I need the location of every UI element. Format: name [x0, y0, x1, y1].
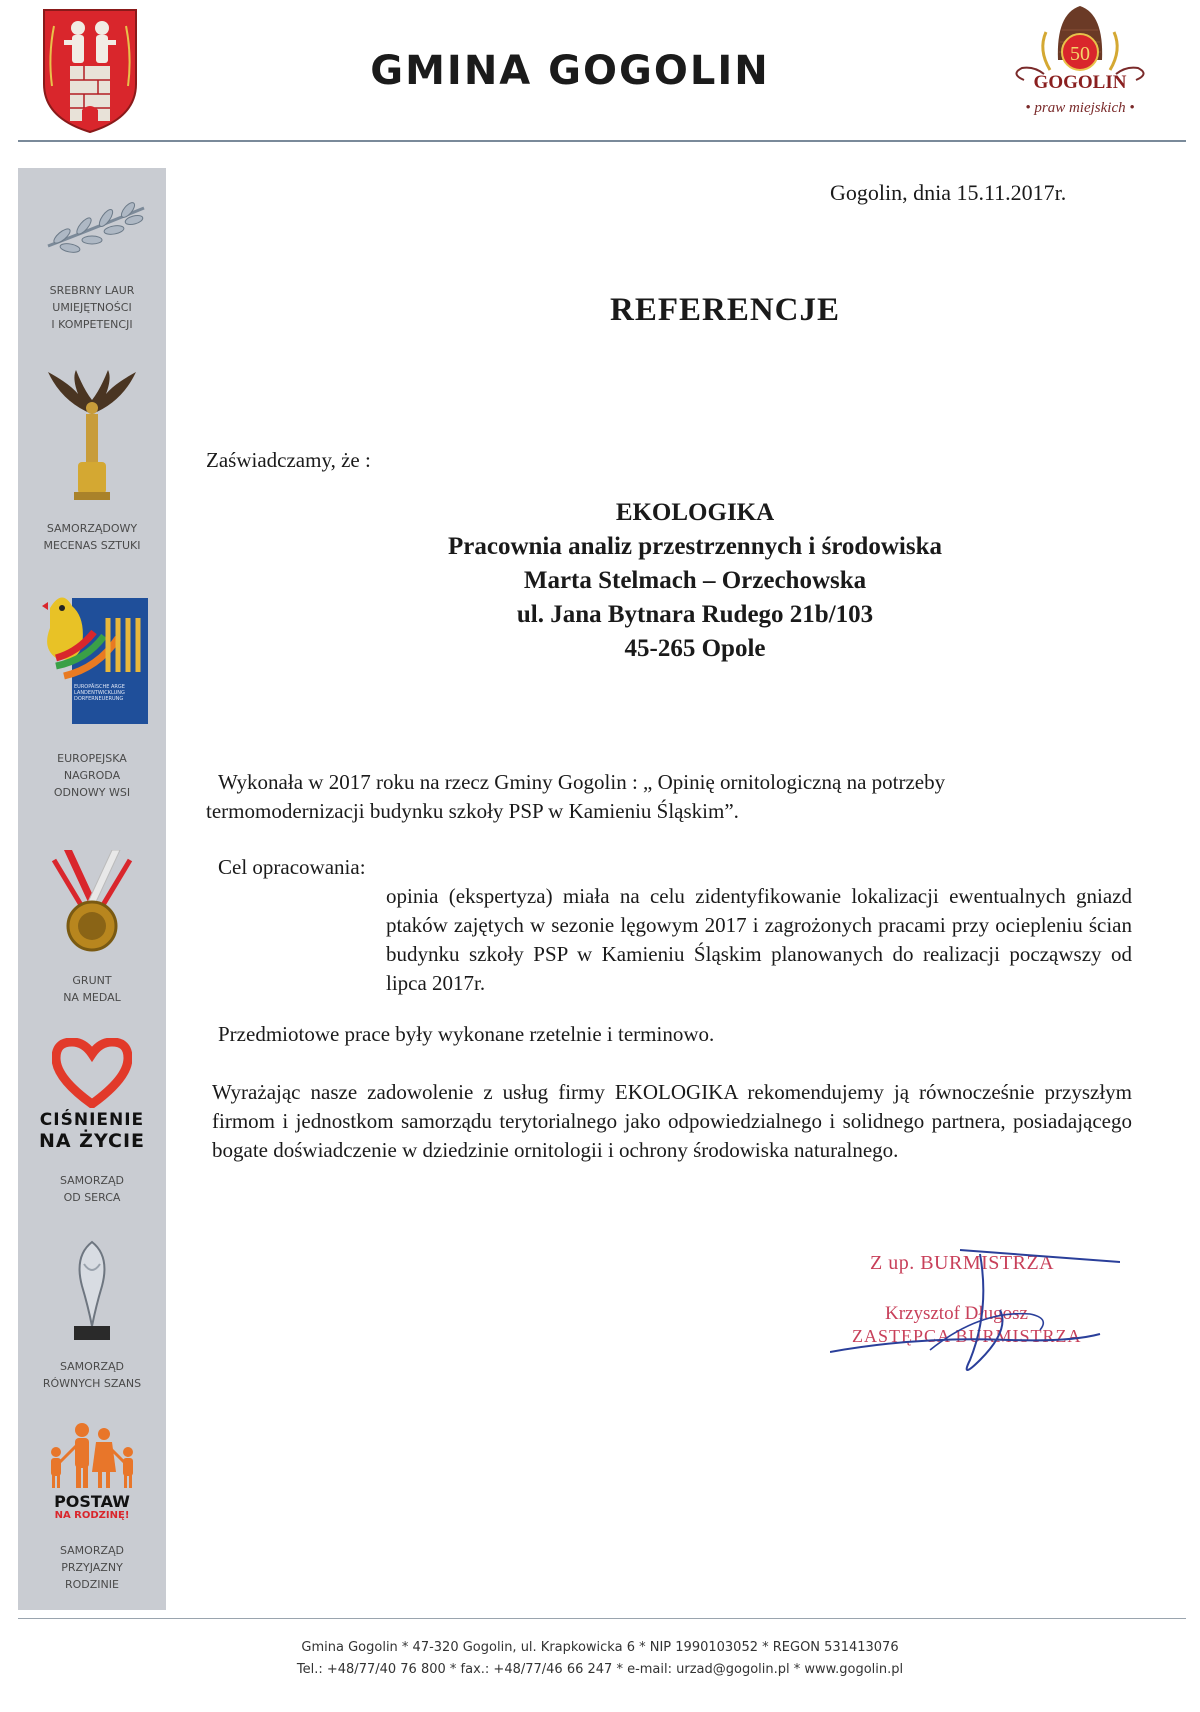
award-label: SAMORZĄD PRZYJAZNY RODZINIE — [59, 1544, 125, 1591]
paragraph-work-done — [206, 768, 1132, 826]
paragraph-text: Wyrażając nasze zadowolenie z usług firmy EKOLOGIKA rekomendujemy ją równocześnie przyszłym firmom i jednostkom samorządu terytorialnego jako odpowiedzialnego i solidnego partnera, posiadającego bogate doświadczenie w dziedzinie ornitologii i ochrony środowiska naturalnego. — [212, 1080, 1132, 1162]
family-emblem — [32, 1422, 152, 1532]
purpose-heading: Cel opracowania: — [218, 855, 366, 879]
header-divider — [18, 140, 1186, 142]
emblem-text: NA RODZINĘ! — [54, 1510, 130, 1521]
signature-stamp-role: ZASTĘPCA BURMISTRZA — [852, 1326, 1082, 1346]
award-label: SAMORZĄDOWY MECENAS SZTUKI — [43, 522, 141, 552]
family-icon — [42, 1422, 142, 1492]
award-label: SAMORZĄD OD SERCA — [59, 1174, 125, 1204]
paragraph-line: termomodernizacji budynku szkoły PSP w Kamieniu Śląskim”. — [206, 799, 739, 823]
paragraph-line: Wykonała w 2017 roku na rzecz Gminy Gogolin : „ Opinię ornitologiczną na potrzeby — [218, 770, 946, 794]
certify-line: Zaświadczamy, że : — [206, 448, 371, 472]
footer-address: Gmina Gogolin * 47-320 Gogolin, ul. Krapkowicka 6 * NIP 1990103052 * REGON 531413076 — [301, 1640, 899, 1655]
award-label: EUROPEJSKA NAGRODA ODNOWY WSI — [53, 752, 131, 799]
recipient-person: Marta Stelmach – Orzechowska — [523, 567, 867, 594]
svg-text:GOGOLIN: GOGOLIN — [1033, 72, 1127, 93]
footer-contact: Tel.: +48/77/40 76 800 * fax.: +48/77/46 66 247 * e-mail: urzad@gogolin.pl * www.gogolin.pl — [296, 1662, 904, 1677]
heart-emblem — [36, 1038, 148, 1158]
medal-icon — [44, 850, 140, 960]
recipient-description: Pracownia analiz przestrzennych i środowiska — [448, 533, 942, 560]
signature-stamp-name: Krzysztof Długosz — [885, 1303, 1028, 1324]
paragraph-recommendation — [206, 1078, 1132, 1165]
award-label: GRUNT NA MEDAL — [63, 974, 121, 1004]
recipient-company: EKOLOGIKA — [615, 499, 775, 526]
footer-divider — [18, 1618, 1186, 1619]
jubilee-logo-icon — [1000, 0, 1160, 130]
emblem-text: EUROPÄISCHE ARGE LANDENTWICKLUNG DORFERNEUERUNG — [74, 684, 125, 702]
paragraph-quality: Przedmiotowe prace były wykonane rzetelnie i terminowo. — [218, 1022, 715, 1046]
laurel-branch-icon — [40, 198, 150, 258]
svg-text:• praw miejskich •: • praw miejskich • — [1025, 100, 1135, 116]
recipient-block — [350, 496, 1040, 666]
emblem-text: CIŚNIENIE — [39, 1110, 145, 1130]
rooster-emblem-icon — [42, 588, 152, 728]
paragraph-purpose — [206, 882, 1132, 998]
recipient-street: ul. Jana Bytnara Rudego 21b/103 — [516, 601, 874, 628]
award-label: SREBRNY LAUR UMIEJĘTNOŚCI I KOMPETENCJI — [49, 284, 135, 331]
paragraph-text: opinia (ekspertyza) miała na celu zidentyfikowanie lokalizacji ewentualnych gniazd ptaków zajętych w sezonie lęgowym 2017 i zagrożonych pracami przy ociepleniu ścian budynku szkoły PSP w Kamieniu Śląskim planowanych do realizacji począwszy od lipca 2017r. — [386, 884, 1132, 995]
coat-of-arms-icon — [40, 6, 140, 136]
award-label: SAMORZĄD RÓWNYCH SZANS — [42, 1360, 142, 1390]
document-title: REFERENCJE — [609, 292, 841, 328]
handwritten-signature-icon — [830, 1230, 1120, 1380]
municipality-title: GMINA GOGOLIN — [370, 48, 770, 94]
emblem-text: POSTAW — [54, 1492, 130, 1511]
recipient-city: 45-265 Opole — [624, 635, 766, 662]
letter-date: Gogolin, dnia 15.11.2017r. — [830, 180, 1067, 205]
emblem-text: NA ŻYCIE — [38, 1130, 146, 1152]
heart-icon — [52, 1038, 132, 1108]
svg-text:50: 50 — [1070, 43, 1090, 65]
signature-stamp-title: Z up. BURMISTRZA — [870, 1252, 1055, 1274]
eagle-statuette-icon — [42, 368, 142, 508]
awards-sidebar — [18, 168, 166, 1610]
trophy-icon — [62, 1236, 122, 1346]
